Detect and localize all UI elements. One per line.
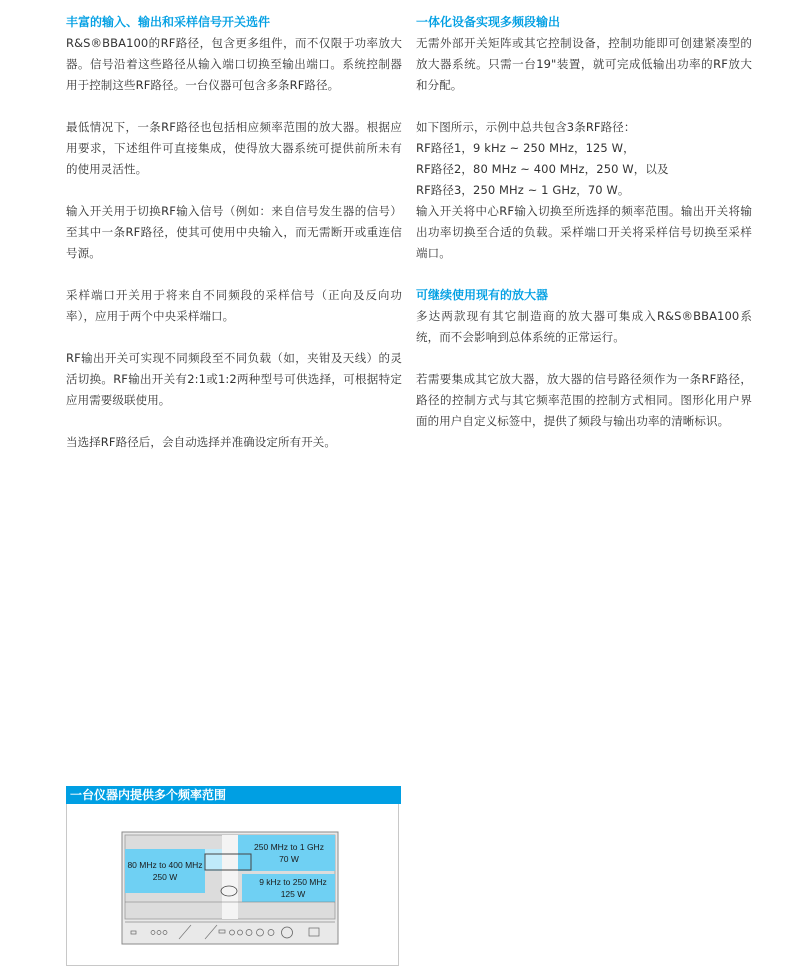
band-left-freq-label: 80 MHz to 400 MHz [127, 860, 203, 870]
section-heading-multiband: 一体化设备实现多频段输出 [416, 15, 561, 29]
paragraph-switching: 输入开关将中心RF输入切换至所选择的频率范围。输出开关将输出功率切换至合适的负载。采样端口开关将采样信号切换至采样端口。 [416, 204, 752, 260]
paragraph-example-intro: 如下图所示，示例中总共包含3条RF路径： [416, 120, 636, 134]
band-bottom-power-label: 125 W [280, 889, 306, 899]
section-heading-switch-options: 丰富的输入、输出和采样信号开关选件 [66, 15, 271, 29]
paragraph-sample-port-switch: 采样端口开关用于将来自不同频段的采样信号（正向及反向功率），应用于两个中央采样端口。 [66, 288, 402, 323]
separator-strip [222, 835, 238, 919]
instrument-diagram [67, 804, 398, 964]
paragraph-minimum-config: 最低情况下，一条RF路径也包括相应频率范围的放大器。根据应用要求，下述组件可直接集成，使得放大器系统可提供前所未有的使用灵活性。 [66, 120, 402, 176]
band-80-400 [125, 849, 205, 893]
band-left-power-label: 250 W [152, 872, 178, 882]
figure-frequency-ranges [66, 786, 399, 966]
paragraph-compact-system: 无需外部开关矩阵或其它控制设备，控制功能即可创建紧凑型的放大器系统。只需一台19"装置，就可完成低输出功率的RF放大和分配。 [416, 36, 752, 92]
left-column [66, 12, 402, 474]
figure-title: 一台仪器内提供多个频率范围 [66, 786, 401, 804]
band-top-power-label: 70 W [279, 854, 299, 864]
paragraph-auto-switch: 当选择RF路径后，会自动选择并准确设定所有开关。 [66, 435, 337, 449]
paragraph-integration: 若需要集成其它放大器，放大器的信号路径须作为一条RF路径，路径的控制方式与其它频率范围的控制方式相同。图形化用户界面的用户自定义标签中，提供了频段与输出功率的清晰标识。 [416, 372, 752, 428]
band-top-freq-label: 250 MHz to 1 GHz [254, 842, 324, 852]
section-heading-existing-amplifiers: 可继续使用现有的放大器 [416, 288, 549, 302]
paragraph-input-switch: 输入开关用于切换RF输入信号（例如：来自信号发生器的信号）至其中一条RF路径，使其可使用中央输入，而无需断开或重连信号源。 [66, 204, 402, 260]
paragraph-rf-paths: R&S®BBA100的RF路径，包含更多组件，而不仅限于功率放大器。信号沿着这些路径从输入端口切换至输出端口。系统控制器用于控制这些RF路径。一台仪器可包含多条RF路径。 [66, 36, 402, 92]
band-250-1g [235, 835, 335, 871]
rf-path-2: RF路径2，80 MHz ~ 400 MHz，250 W，以及 [416, 162, 669, 176]
right-column [416, 12, 752, 453]
paragraph-rf-output-switch: RF输出开关可实现不同频段至不同负载（如，夹钳及天线）的灵活切换。RF输出开关有2:1或1:2两种型号可供选择，可根据特定应用需要级联使用。 [66, 351, 402, 407]
rf-path-3: RF路径3，250 MHz ~ 1 GHz，70 W。 [416, 183, 630, 197]
paragraph-third-party: 多达两款现有其它制造商的放大器可集成入R&S®BBA100系统，而不会影响到总体系统的正常运行。 [416, 309, 752, 344]
rf-path-1: RF路径1，9 kHz ~ 250 MHz，125 W， [416, 141, 635, 155]
band-bottom-freq-label: 9 kHz to 250 MHz [259, 877, 327, 887]
